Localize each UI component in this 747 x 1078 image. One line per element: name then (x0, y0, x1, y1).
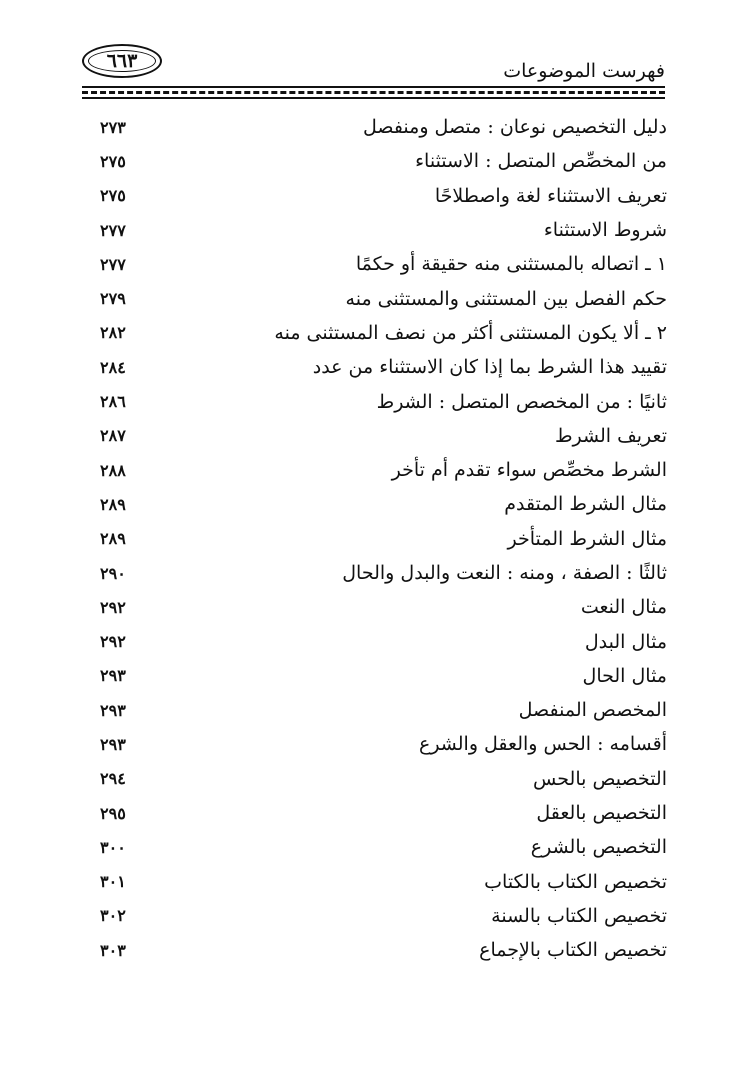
toc-entry-title: ثالثًا : الصفة ، ومنه : النعت والبدل والحال (342, 562, 667, 584)
toc-entry-page: ٢٧٧ (100, 220, 126, 240)
toc-entry-page: ٢٨٢ (100, 323, 126, 343)
toc-entry (100, 110, 667, 144)
page-number-badge (82, 44, 162, 78)
toc-entry-title: التخصيص بالشرع (530, 836, 667, 859)
toc-entry-title: تعريف الشرط (554, 424, 667, 447)
toc-entry-page: ٢٨٦ (100, 392, 126, 412)
toc-entry (100, 693, 667, 727)
toc-entry-title: أقسامه : الحس والعقل والشرع (418, 733, 667, 756)
toc-entry (100, 659, 667, 693)
running-header-title: فهرست الموضوعات (503, 60, 665, 82)
toc-entry-page: ٣٠٣ (100, 940, 126, 960)
toc-entry-page: ٢٨٧ (100, 426, 126, 446)
toc-entry-page: ٣٠٢ (100, 906, 126, 926)
toc-entry (100, 419, 667, 453)
toc-entry-title: مثال الشرط المتأخر (507, 527, 667, 550)
toc-entry-title: تعريف الاستثناء لغة واصطلاحًا (434, 184, 667, 207)
toc-entry-title: شروط الاستثناء (543, 219, 667, 242)
toc-entry-page: ٢٧٣ (100, 117, 126, 137)
toc-entry (100, 316, 667, 350)
toc-entry-page: ٢٧٥ (100, 151, 126, 171)
toc-entry-title: ثانيًا : من المخصص المتصل : الشرط (376, 390, 667, 413)
toc-entry (100, 179, 667, 213)
toc-entry (100, 213, 667, 247)
toc-entry-title: دليل التخصيص نوعان : متصل ومنفصل (362, 116, 667, 139)
toc-entry-title: مثال النعت (580, 596, 667, 619)
toc-entry-title: التخصيص بالعقل (536, 802, 667, 825)
page-number: ٦٦٣ (106, 50, 138, 72)
toc-entry-page: ٢٩٢ (100, 632, 126, 652)
toc-entry (100, 624, 667, 658)
toc-entry (100, 487, 667, 521)
toc-entry-title: حكم الفصل بين المستثنى والمستثنى منه (345, 287, 667, 310)
table-of-contents (100, 110, 667, 967)
toc-entry-page: ٢٧٩ (100, 289, 126, 309)
toc-entry-title: الشرط مخصِّص سواء تقدم أم تأخر (391, 459, 667, 482)
toc-entry-title: ٢ ـ ألا يكون المستثنى أكثر من نصف المستثنى منه (274, 321, 667, 344)
toc-entry-page: ٢٧٥ (100, 186, 126, 206)
toc-entry-page: ٣٠١ (100, 872, 126, 892)
toc-entry-page: ٣٠٠ (100, 837, 126, 857)
toc-entry-page: ٢٩٣ (100, 700, 126, 720)
toc-entry (100, 522, 667, 556)
toc-entry-page: ٢٧٧ (100, 254, 126, 274)
toc-entry-page: ٢٩٠ (100, 563, 126, 583)
header-rule-bottom (82, 97, 665, 99)
toc-entry-title: تقييد هذا الشرط بما إذا كان الاستثناء من عدد (312, 356, 667, 379)
toc-entry (100, 556, 667, 590)
toc-entry (100, 933, 667, 967)
toc-entry (100, 281, 667, 315)
toc-entry (100, 762, 667, 796)
toc-entry (100, 350, 667, 384)
toc-entry-title: تخصيص الكتاب بالسنة (491, 904, 667, 927)
toc-entry-title: مثال الشرط المتقدم (504, 493, 667, 516)
toc-entry (100, 899, 667, 933)
toc-entry-page: ٢٩٥ (100, 803, 126, 823)
toc-entry-page: ٢٩٣ (100, 734, 126, 754)
toc-entry-page: ٢٨٩ (100, 529, 126, 549)
toc-entry-title: ١ ـ اتصاله بالمستثنى منه حقيقة أو حكمًا (355, 253, 667, 276)
header-rule-top (82, 86, 665, 88)
header-rule-dashed (82, 91, 665, 94)
toc-entry-title: التخصيص بالحس (533, 767, 667, 790)
toc-entry-title: المخصص المنفصل (518, 699, 667, 722)
toc-entry-title: من المخصِّص المتصل : الاستثناء (415, 150, 667, 173)
toc-entry (100, 830, 667, 864)
toc-entry (100, 727, 667, 761)
toc-entry-title: تخصيص الكتاب بالإجماع (479, 939, 667, 962)
toc-entry-page: ٢٨٤ (100, 357, 126, 377)
toc-entry-page: ٢٩٣ (100, 666, 126, 686)
toc-entry-page: ٢٩٢ (100, 597, 126, 617)
toc-entry (100, 590, 667, 624)
toc-entry (100, 796, 667, 830)
toc-entry (100, 144, 667, 178)
toc-entry (100, 247, 667, 281)
toc-entry-page: ٢٨٨ (100, 460, 126, 480)
toc-entry (100, 865, 667, 899)
toc-entry (100, 384, 667, 418)
toc-entry-title: تخصيص الكتاب بالكتاب (484, 870, 667, 893)
toc-entry-title: مثال البدل (584, 630, 667, 653)
toc-entry-page: ٢٩٤ (100, 769, 126, 789)
toc-entry (100, 453, 667, 487)
toc-entry-page: ٢٨٩ (100, 494, 126, 514)
toc-entry-title: مثال الحال (582, 664, 667, 687)
